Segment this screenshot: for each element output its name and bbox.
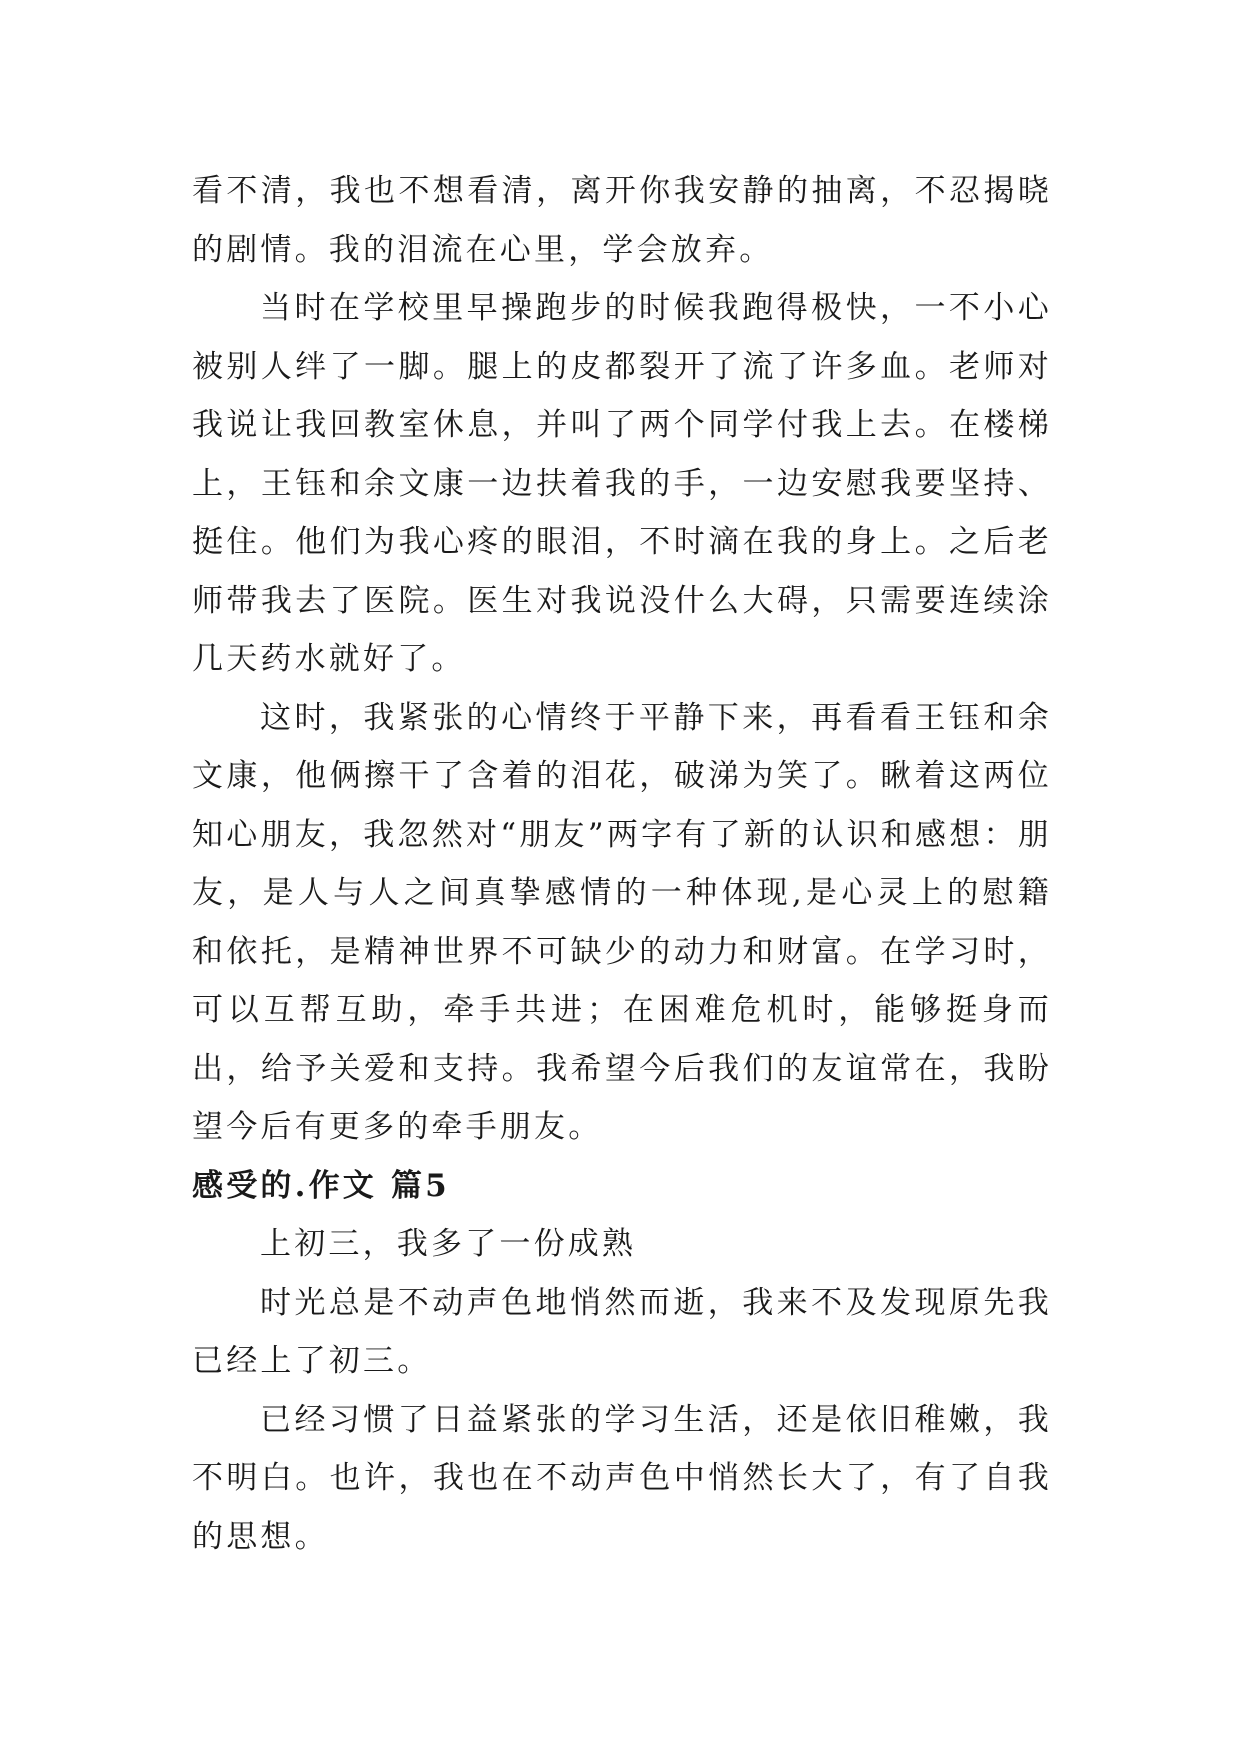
- paragraph-2: 当时在学校里早操跑步的时候我跑得极快，一不小心被别人绊了一脚。腿上的皮都裂开了流了许多血。老师对我说让我回教室休息，并叫了两个同学付我上去。在楼梯上，王钰和余文康一边扶着我的手，一边安慰我要坚持、挺住。他们为我心疼的眼泪，不时滴在我的身上。之后老师带我去了医院。医生对我说没什么大碍，只需要连续涂几天药水就好了。: [192, 290, 1052, 677]
- paragraph-4: 时光总是不动声色地悄然而逝，我来不及发现原先我已经上了初三。: [192, 1284, 1052, 1379]
- document-page: [192, 162, 1052, 1566]
- paragraph-3: 这时，我紧张的心情终于平静下来，再看看王钰和余文康，他俩擦干了含着的泪花，破涕为笑了。瞅着这两位知心朋友，我忽然对“朋友”两字有了新的认识和感想：朋友，是人与人之间真挚感情的一种体现,是心灵上的慰籍和依托，是精神世界不可缺少的动力和财富。在学习时，可以互帮互助，牵手共进；在困难危机时，能够挺身而出，给予关爱和支持。我希望今后我们的友谊常在，我盼望今后有更多的牵手朋友。: [192, 699, 1052, 1145]
- paragraph-1: 看不清，我也不想看清，离开你我安静的抽离，不忍揭晓的剧情。我的泪流在心里，学会放弃。: [192, 173, 1052, 268]
- paragraph-subtitle: 上初三，我多了一份成熟: [260, 1226, 637, 1262]
- section-heading: 感受的.作文 篇5: [192, 1167, 450, 1204]
- paragraph-5: 已经习惯了日益紧张的学习生活，还是依旧稚嫩，我不明白。也许，我也在不动声色中悄然长大了，有了自我的思想。: [192, 1401, 1052, 1555]
